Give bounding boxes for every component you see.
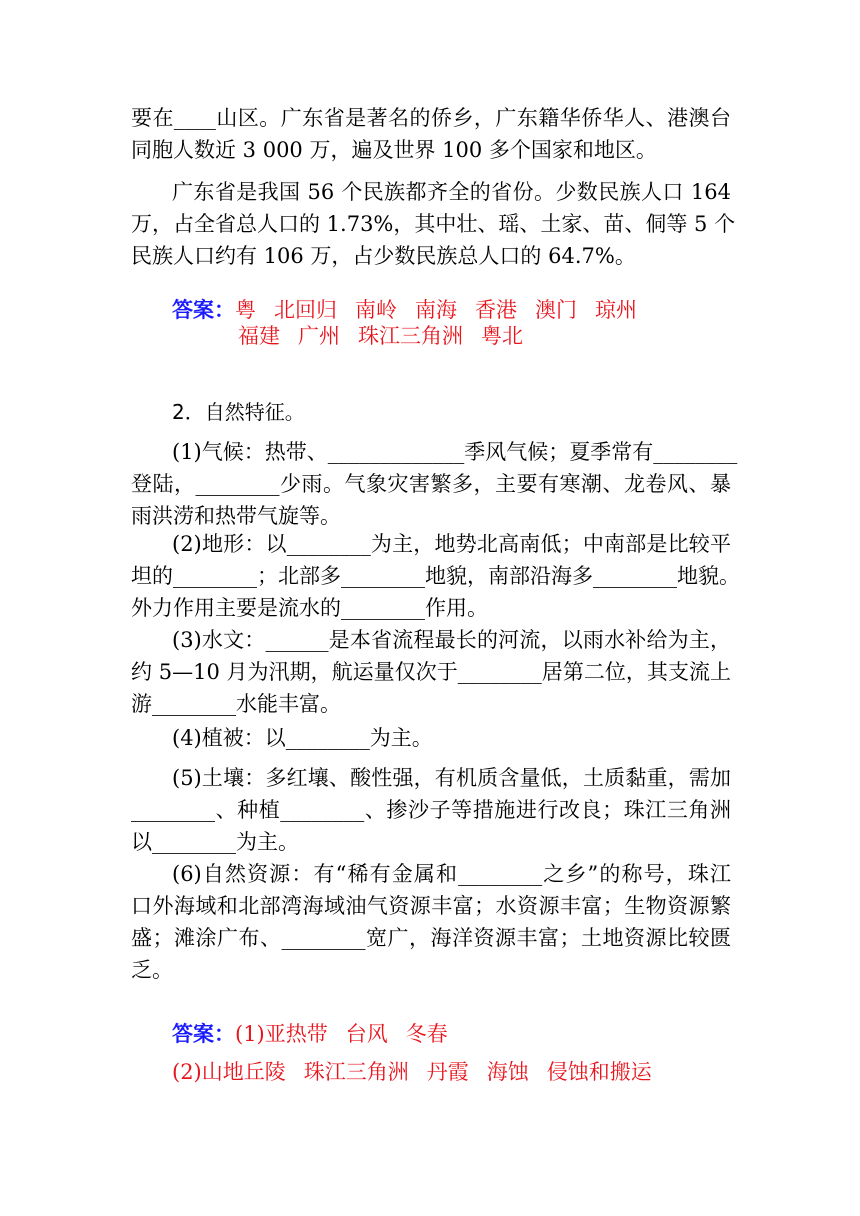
resources-line-1: (6)自然资源：有“稀有金属和________之乡”的称号，珠江 xyxy=(172,862,731,886)
soil-line-3: 以________为主。 xyxy=(131,830,299,854)
answer-2-row-2 xyxy=(172,1056,670,1088)
intro-line-1: 要在____山区。广东省是著名的侨乡，广东籍华侨华人、港澳台 xyxy=(131,106,731,130)
answer-item: (1)亚热带 xyxy=(235,1022,328,1046)
climate-line-2: 登陆，________少雨。气象灾害繁多，主要有寒潮、龙卷风、暴 xyxy=(131,472,731,496)
terrain-line-2: 坦的________；北部多________地貌，南部沿海多________地貌。 xyxy=(131,564,740,588)
answer-item: 广州 xyxy=(298,324,340,348)
answer-item: 丹霞 xyxy=(426,1060,469,1084)
answer-item: 海蚀 xyxy=(486,1060,529,1084)
resources-line-3: 盛；滩涂广布、________宽广，海洋资源丰富；土地资源比较匮 xyxy=(131,926,731,950)
answer-item: 粤 xyxy=(235,298,256,322)
answer-label: 答案： xyxy=(172,297,235,322)
answer-item: 珠江三角洲 xyxy=(358,324,463,348)
answer-item: 侵蚀和搬运 xyxy=(546,1060,652,1084)
terrain-line-1: (2)地形：以________为主，地势北高南低；中南部是比较平 xyxy=(172,532,731,556)
answer-item: (2)山地丘陵 xyxy=(172,1060,286,1084)
answer-item: 香港 xyxy=(475,298,517,322)
vegetation-line-1: (4)植被：以________为主。 xyxy=(172,726,433,750)
resources-line-4: 乏。 xyxy=(131,958,173,982)
answer-item: 北回归 xyxy=(274,298,337,322)
answer-item: 琼州 xyxy=(595,298,637,322)
hydro-line-1: (3)水文：______是本省流程最长的河流，以雨水补给为主， xyxy=(172,628,731,652)
hydro-line-3: 游________水能丰富。 xyxy=(131,692,341,716)
section-heading: 2．自然特征。 xyxy=(172,400,305,424)
intro-line-5: 民族人口约有 106 万，占少数民族总人口的 64.7%。 xyxy=(131,244,636,268)
answer-label: 答案： xyxy=(172,1021,235,1046)
answer-item: 福建 xyxy=(238,324,280,348)
hydro-line-2: 约 5—10 月为汛期，航运量仅次于________居第二位，其支流上 xyxy=(131,660,731,684)
climate-line-1: (1)气候：热带、_____________季风气候；夏季常有________ xyxy=(172,440,738,464)
answer-item: 粤北 xyxy=(481,324,523,348)
answer-item: 南岭 xyxy=(355,298,397,322)
intro-line-4: 万，占全省总人口的 1.73%，其中壮、瑶、土家、苗、侗等 5 个 xyxy=(131,212,736,236)
answer-item: 南海 xyxy=(415,298,457,322)
intro-line-3: 广东省是我国 56 个民族都齐全的省份。少数民族人口 164 xyxy=(172,180,731,204)
answer-1-row-2 xyxy=(238,320,541,352)
terrain-line-3: 外力作用主要是流水的________作用。 xyxy=(131,596,488,620)
answer-item: 珠江三角洲 xyxy=(303,1060,409,1084)
soil-line-2: ________、种植________、掺沙子等措施进行改良；珠江三角洲 xyxy=(131,798,731,822)
answer-2-row-1 xyxy=(172,1018,466,1050)
answer-item: 台风 xyxy=(345,1022,388,1046)
intro-line-2: 同胞人数近 3 000 万，遍及世界 100 多个国家和地区。 xyxy=(131,138,657,162)
resources-line-2: 口外海域和北部湾海域油气资源丰富；水资源丰富；生物资源繁 xyxy=(131,894,731,918)
soil-line-1: (5)土壤：多红壤、酸性强，有机质含量低，土质黏重，需加 xyxy=(172,766,731,790)
answer-item: 冬春 xyxy=(405,1022,448,1046)
answer-item: 澳门 xyxy=(535,298,577,322)
climate-line-3: 雨洪涝和热带气旋等。 xyxy=(131,504,341,528)
